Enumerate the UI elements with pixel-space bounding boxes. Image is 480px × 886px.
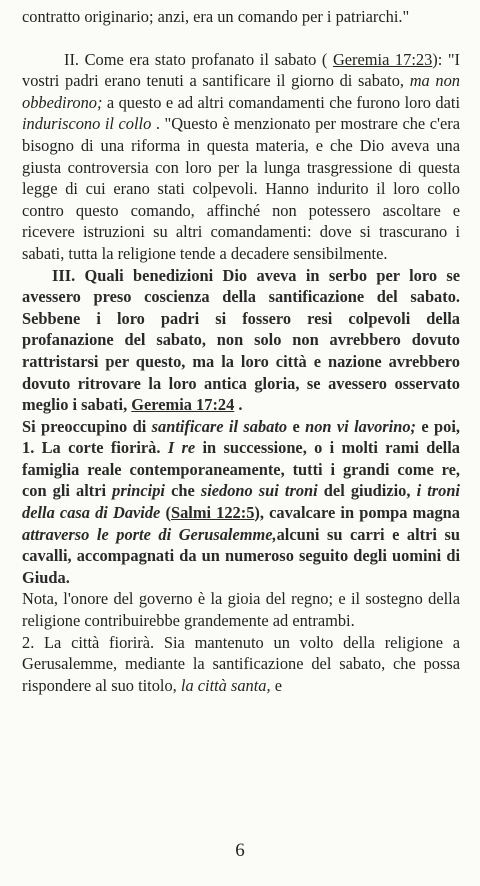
text-run: del giudizio, <box>323 481 411 501</box>
paragraph-section-2 <box>22 49 460 265</box>
text-run: in successione, o i molti rami della famiglia reale contemporaneamente, tutti i grandi come re, con gli altri <box>22 438 460 501</box>
text-run: . <box>238 395 243 415</box>
italic-text: ma non obbedirono; <box>22 71 461 112</box>
text-run: contratto originario; anzi, era un comando per i patriarchi." <box>22 7 410 26</box>
text-run: ), cavalcare in pompa magna <box>254 503 460 523</box>
text-run: e <box>292 416 300 436</box>
page-number: 6 <box>235 840 245 861</box>
italic-text: siedono sui troni <box>200 481 318 501</box>
text-run: e poi, 1. La corte fiorirà. <box>22 416 460 458</box>
paragraph-note <box>22 588 460 631</box>
italic-text: i troni della casa di Davide <box>22 481 460 523</box>
italic-text: principi <box>112 481 165 501</box>
paragraph-city <box>22 632 460 697</box>
scripture-reference-link[interactable]: Geremia 17:24 <box>131 395 235 415</box>
text-run: ): "I vostri padri erano tenuti a santificare il giorno di sabato, <box>22 49 460 91</box>
italic-text: la città santa, <box>180 675 271 695</box>
italic-text: induriscono il collo <box>22 114 152 134</box>
scripture-reference-link[interactable]: Salmi 122:5 <box>170 503 255 523</box>
text-run: 2. La città fiorirà. Sia mantenuto un volto della religione a Gerusalemme, mediante la santificazione del sabato, che possa rispondere al suo titolo, <box>22 632 460 695</box>
text-run: Si preoccupino di <box>22 416 147 436</box>
italic-text: santificare il sabato <box>151 416 288 436</box>
text-run: ( <box>165 503 171 523</box>
paragraph-continuation <box>22 6 460 28</box>
text-run: II. Come era stato profanato il sabato ( <box>64 49 328 69</box>
text-run: . "Questo è menzionato per mostrare che c'era bisogno di una riforma in questa materia, e che Dio aveva una giusta controversia con loro per la lunga trasgressione di questa legge di cui erano stati colpevoli. Hanno indurito il loro collo contro questo comando, affinché non potessero ascoltare e ricevere istruzioni su altri comandamenti: dove si trascurano i sabati, tutta la religione tende a decadere sensibilmente. <box>22 114 460 263</box>
italic-text: non vi lavorino; <box>305 416 417 436</box>
italic-text: attraverso le porte di Gerusalemme, <box>22 524 277 544</box>
text-run: che <box>171 481 195 501</box>
italic-text: I re <box>167 438 196 458</box>
text-run: alcuni su carri e altri su cavalli, accompagnati da un numeroso seguito degli uomini di Giuda. <box>22 524 461 587</box>
text-run: a questo e ad altri comandamenti che furono loro dati <box>106 92 460 112</box>
paragraph-blessings <box>22 416 460 589</box>
paragraph-section-3 <box>22 265 460 416</box>
text-run: III. Quali benedizioni Dio aveva in serbo per loro se avessero preso coscienza della santificazione del sabato. Sebbene i loro padri si fossero resi colpevoli della profanazione del sabato, non solo non avrebbero dovuto rattristarsi per questo, ma la loro città e nazione avrebbero dovuto ritrovare la loro antica gloria, se avessero osservato meglio i sabati, <box>22 265 460 415</box>
scripture-reference-link[interactable]: Geremia 17:23 <box>332 49 433 69</box>
text-run: e <box>274 675 282 695</box>
text-run: Nota, l'onore del governo è la gioia del regno; e il sostegno della religione contribuirebbe grandemente ad entrambi. <box>22 589 460 631</box>
